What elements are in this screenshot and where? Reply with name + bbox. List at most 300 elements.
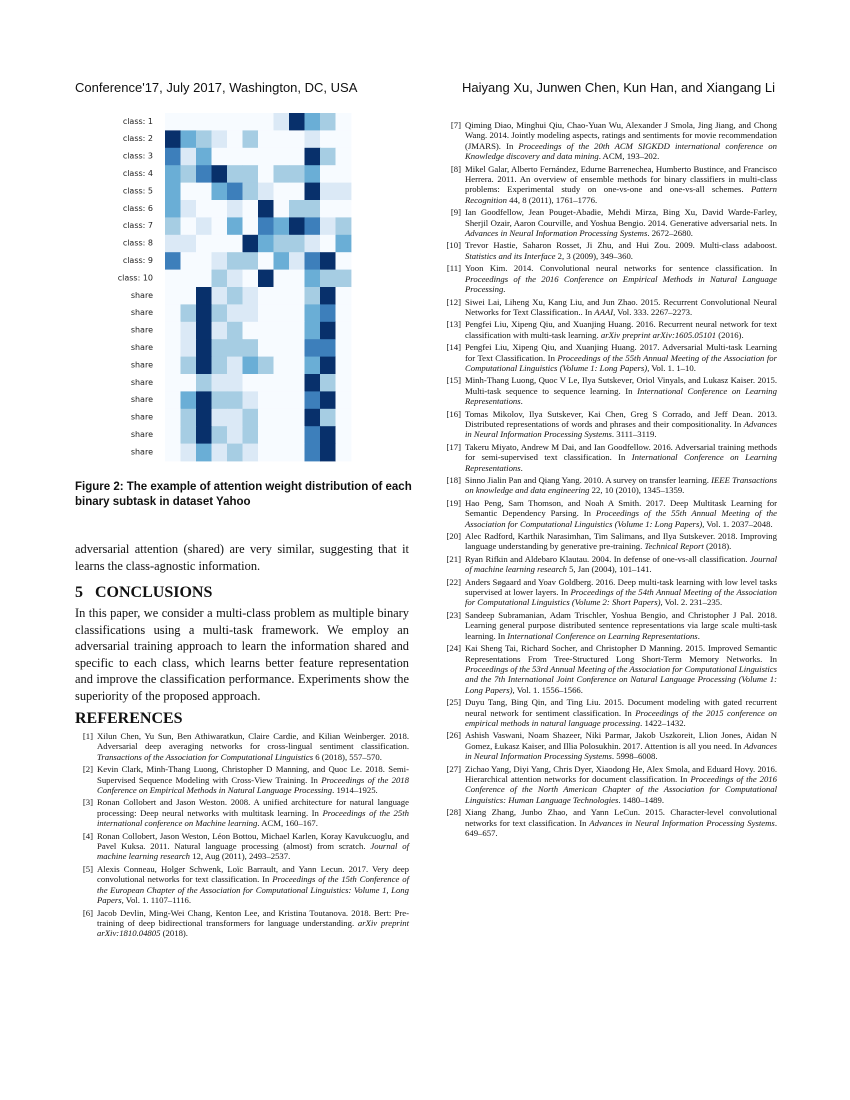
heatmap-cell xyxy=(181,235,197,253)
heatmap-cell xyxy=(274,113,290,131)
reference-venue: Advances in Neural Information Processing Systems xyxy=(589,817,775,828)
heatmap-row-label: class: 3 xyxy=(122,151,153,161)
reference-number: [15] xyxy=(446,375,461,386)
references-heading: REFERENCES xyxy=(75,710,183,727)
heatmap-cell xyxy=(289,444,305,462)
heatmap-cell xyxy=(243,270,259,288)
heatmap-cell xyxy=(243,287,259,305)
heatmap-cell xyxy=(320,374,336,392)
reference-details: (2018). xyxy=(160,928,188,939)
heatmap-cell xyxy=(196,113,212,131)
heatmap-cell xyxy=(165,322,181,340)
heatmap-cell xyxy=(274,304,290,322)
reference-text: Zichao Yang, Diyi Yang, Chris Dyer, Xiaodong He, Alex Smola, and Eduard Hovy. 2016. Hierarchical attention networks for document classification. In xyxy=(465,763,777,784)
reference-details: (2016). xyxy=(716,329,744,340)
reference-number: [1] xyxy=(82,731,93,741)
figure-caption: Figure 2: The example of attention weight distribution of each binary subtask in dataset Yahoo xyxy=(75,481,412,508)
reference-venue: Proceedings of the 53rd Annual Meeting of the Association for Computational Linguistics and the 7th International Joint Conference on Natural Language Processing (Volume 1: Long Papers) xyxy=(465,663,778,695)
heatmap-cell xyxy=(320,426,336,444)
heatmap-cell xyxy=(336,130,352,148)
heatmap-cell xyxy=(212,217,228,235)
heatmap-row-label: class: 9 xyxy=(122,255,153,265)
heatmap-cell xyxy=(212,339,228,357)
intro-paragraph: adversarial attention (shared) are very similar, suggesting that it learns the class-agnostic information. xyxy=(75,542,409,573)
heatmap-cell xyxy=(243,252,259,270)
heatmap-cell xyxy=(320,304,336,322)
heatmap-cell xyxy=(274,217,290,235)
heatmap-cell xyxy=(289,304,305,322)
heatmap-cell xyxy=(227,391,243,409)
reference-text: Yoon Kim. 2014. Convolutional neural networks for sentence classification. In xyxy=(465,263,777,274)
reference-details: . 5998–6008. xyxy=(611,751,658,762)
heatmap-cell xyxy=(320,252,336,270)
reference-venue: Statistics and its Interface xyxy=(465,250,556,261)
heatmap-cell xyxy=(289,113,305,131)
reference-venue: Technical Report xyxy=(644,541,704,552)
reference-venue: International Conference on Learning Representations xyxy=(507,630,698,641)
heatmap-cell xyxy=(320,148,336,166)
heatmap-cell xyxy=(243,113,259,131)
running-header-left: Conference'17, July 2017, Washington, DC, USA xyxy=(75,80,358,95)
heatmap-cell xyxy=(320,130,336,148)
references-list-left xyxy=(75,731,409,941)
reference-number: [21] xyxy=(446,553,461,564)
heatmap-cell xyxy=(274,252,290,270)
heatmap-cell xyxy=(212,357,228,375)
reference-number: [7] xyxy=(450,120,461,130)
reference-number: [2] xyxy=(82,764,93,775)
reference-item xyxy=(75,831,409,862)
reference-details: 22, 10 (2010), 1345–1359. xyxy=(589,485,685,496)
heatmap-cell xyxy=(336,322,352,340)
heatmap-cell xyxy=(258,217,274,235)
heatmap-cell xyxy=(336,426,352,444)
heatmap-cell xyxy=(243,217,259,235)
reference-item xyxy=(443,531,777,552)
heatmap-cell xyxy=(258,252,274,270)
heatmap-cell xyxy=(227,357,243,375)
reference-venue: Proceedings of the 25th international conference on Machine learning xyxy=(97,807,409,829)
reference-venue: Pattern Recognition xyxy=(465,184,777,205)
heatmap-cell xyxy=(320,113,336,131)
heatmap-cell xyxy=(212,252,228,270)
reference-text: Hao Peng, Sam Thomson, and Noah A Smith. 2017. Deep Multitask Learning for Semantic Dependency Parsing. In xyxy=(465,497,777,519)
heatmap-cell xyxy=(227,217,243,235)
heatmap-cell xyxy=(320,287,336,305)
heatmap-cell xyxy=(289,200,305,218)
heatmap-cell xyxy=(274,148,290,166)
reference-text: Siwei Lai, Liheng Xu, Kang Liu, and Jun Zhao. 2015. Recurrent Convolutional Neural Networks for Text Classification.. In xyxy=(465,296,777,317)
heatmap-cell xyxy=(196,444,212,462)
heatmap-cell xyxy=(336,339,352,357)
heatmap-cell xyxy=(196,391,212,409)
references-list-right xyxy=(443,120,777,840)
reference-number: [3] xyxy=(82,797,93,808)
heatmap-cell xyxy=(243,409,259,427)
heatmap-cell xyxy=(305,183,321,201)
heatmap-cell xyxy=(305,130,321,148)
heatmap-cell xyxy=(258,200,274,218)
heatmap-cell xyxy=(336,374,352,392)
heatmap-cell xyxy=(258,304,274,322)
heatmap-cell xyxy=(165,252,181,270)
reference-text: Sandeep Subramanian, Adam Trischler, Yoshua Bengio, and Christopher J Pal. 2018. Learning general purpose distributed sentence representations via large scale multi-task learning. In xyxy=(465,609,777,641)
heatmap-cell xyxy=(258,183,274,201)
heatmap-cell xyxy=(165,444,181,462)
heatmap-cell xyxy=(258,409,274,427)
heatmap-cell xyxy=(196,270,212,288)
heatmap-cell xyxy=(258,322,274,340)
reference-item xyxy=(443,164,777,206)
heatmap-cell xyxy=(289,391,305,409)
heatmap-cell xyxy=(289,357,305,375)
heatmap-cell xyxy=(196,183,212,201)
heatmap-cell xyxy=(196,304,212,322)
heatmap-cell xyxy=(227,113,243,131)
heatmap-cell xyxy=(243,322,259,340)
heatmap-cell xyxy=(227,322,243,340)
heatmap-cell xyxy=(336,165,352,183)
reference-number: [28] xyxy=(446,807,461,818)
heatmap-cell xyxy=(289,322,305,340)
heatmap-cell xyxy=(227,200,243,218)
heatmap-cell xyxy=(212,391,228,409)
heatmap-cell xyxy=(165,183,181,201)
heatmap-row-label: class: 6 xyxy=(122,203,153,213)
heatmap-row-label: share xyxy=(130,325,153,335)
heatmap-cell xyxy=(289,183,305,201)
heatmap-cell xyxy=(212,444,228,462)
heatmap-row-label: share xyxy=(130,429,153,439)
heatmap-cell xyxy=(227,339,243,357)
heatmap-cell xyxy=(258,444,274,462)
heatmap-cell xyxy=(289,252,305,270)
heatmap-cell xyxy=(336,357,352,375)
reference-details: , Vol. 1. 2037–2048. xyxy=(702,518,773,529)
heatmap-cell xyxy=(181,113,197,131)
heatmap-cell xyxy=(181,183,197,201)
heatmap-cell xyxy=(196,252,212,270)
reference-item xyxy=(443,730,777,761)
heatmap-row-label: share xyxy=(130,360,153,370)
heatmap-cell xyxy=(305,426,321,444)
heatmap-row-label: class: 2 xyxy=(122,134,153,144)
heatmap-cell xyxy=(243,374,259,392)
heatmap-cell xyxy=(196,322,212,340)
heatmap-cell xyxy=(305,287,321,305)
heatmap-cell xyxy=(336,304,352,322)
reference-item xyxy=(443,342,777,373)
reference-item xyxy=(443,120,777,162)
heatmap-cell xyxy=(320,409,336,427)
reference-number: [17] xyxy=(446,441,461,452)
reference-text: Xilun Chen, Yu Sun, Ben Athiwaratkun, Claire Cardie, and Kilian Weinberger. 2018. Adversarial deep averaging networks for cross-lingual sentiment classification. xyxy=(97,731,409,752)
heatmap-cell xyxy=(243,339,259,357)
reference-item xyxy=(443,375,777,406)
running-header-right: Haiyang Xu, Junwen Chen, Kun Han, and Xiangang Li xyxy=(462,80,775,95)
heatmap-cell xyxy=(212,322,228,340)
reference-details: . xyxy=(520,462,523,473)
reference-item xyxy=(443,807,777,838)
heatmap-cell xyxy=(305,391,321,409)
reference-details: . ACM, 193–202. xyxy=(598,151,660,162)
reference-venue: International Conference on Learning Representations xyxy=(465,385,777,407)
heatmap-cell xyxy=(196,130,212,148)
heatmap-cell xyxy=(320,270,336,288)
reference-text: Kevin Clark, Minh-Thang Luong, Christopher D Manning, and Quoc Le. 2018. Semi-Supervised Sequence Modeling with Cross-View Training. In xyxy=(97,764,409,785)
heatmap-cell xyxy=(274,183,290,201)
reference-number: [25] xyxy=(446,697,461,708)
heatmap-cell xyxy=(320,391,336,409)
heatmap-cell xyxy=(181,374,197,392)
heatmap-cell xyxy=(258,165,274,183)
heatmap-cell xyxy=(274,444,290,462)
heatmap-cell xyxy=(196,426,212,444)
reference-item xyxy=(75,908,409,939)
heatmap-row-label: share xyxy=(130,377,153,387)
heatmap-cell xyxy=(227,130,243,148)
heatmap-row-label: class: 4 xyxy=(122,168,153,178)
conclusions-paragraph: In this paper, we consider a multi-class problem as multiple binary classifications using a multi-task framework. We employ an adversarial training approach to learn the information shared and specific to each class, which learns better feature representation and improve the classification performance. Experiments show the superiority of the proposed approach. xyxy=(75,606,409,703)
heatmap-cell xyxy=(181,339,197,357)
heatmap-cell xyxy=(165,200,181,218)
reference-venue: Proceedings of the 54th Annual Meeting of the Association for Computational Linguistics (Volume 2: Short Papers) xyxy=(465,587,777,608)
heatmap-cell xyxy=(258,426,274,444)
heatmap-cell xyxy=(258,374,274,392)
heatmap-cell xyxy=(227,426,243,444)
heatmap-cell xyxy=(212,270,228,288)
reference-text: Mikel Galar, Alberto Fernández, Edurne Barrenechea, Humberto Bustince, and Francisco Herrera. 2011. An overview of ensemble methods for binary classifiers in multi-class problems: Experimental study on one-vs-one and one-vs-all schemes. xyxy=(465,163,777,195)
heatmap-cell xyxy=(243,235,259,253)
reference-item xyxy=(443,240,777,261)
reference-text: Pengfei Liu, Xipeng Qiu, and Xuanjing Huang. 2017. Adversarial Multi-task Learning for Text Classification. In xyxy=(465,342,777,363)
heatmap-cell xyxy=(274,200,290,218)
reference-venue: Proceedings of the 2015 conference on empirical methods in natural language processing xyxy=(465,707,777,728)
heatmap-cell xyxy=(305,200,321,218)
reference-venue: Journal of machine learning research xyxy=(97,841,409,862)
reference-details: . 1914–1925. xyxy=(332,785,378,796)
reference-text: Xiang Zhang, Junbo Zhao, and Yann LeCun. 2015. Character-level convolutional networks for text classification. In xyxy=(465,807,777,828)
reference-text: Jacob Devlin, Ming-Wei Chang, Kenton Lee, and Kristina Toutanova. 2018. Bert: Pre-training of deep bidirectional transformers for language understanding. xyxy=(97,907,409,928)
reference-item xyxy=(443,409,777,440)
reference-number: [9] xyxy=(450,207,461,218)
heatmap-cell xyxy=(227,270,243,288)
heatmap-cell xyxy=(305,444,321,462)
reference-item xyxy=(443,319,777,340)
reference-text: Ashish Vaswani, Noam Shazeer, Niki Parmar, Jakob Uszkoreit, Llion Jones, Aidan N Gomez, Łukasz Kaiser, and Illia Polosukhin. 2017. Attention is all you need. In xyxy=(465,730,777,751)
heatmap-cell xyxy=(196,217,212,235)
reference-venue: International Conference on Learning Representations xyxy=(465,452,777,473)
heatmap-cell xyxy=(274,165,290,183)
heatmap-row-label: share xyxy=(130,308,153,318)
heatmap-cell xyxy=(258,235,274,253)
reference-details: , Vol. 1. 1556–1566. xyxy=(512,684,583,695)
reference-details: , Vol. 2. 231–235. xyxy=(660,597,723,608)
heatmap-row-label: share xyxy=(130,290,153,300)
heatmap-cell xyxy=(243,183,259,201)
heatmap-cell xyxy=(165,217,181,235)
heatmap-cell xyxy=(181,217,197,235)
heatmap-cell xyxy=(212,287,228,305)
heatmap-cell xyxy=(181,304,197,322)
reference-item xyxy=(75,864,409,906)
heatmap-cell xyxy=(243,200,259,218)
heatmap-cell xyxy=(227,374,243,392)
reference-text: Ronan Collobert and Jason Weston. 2008. A unified architecture for natural language processing: Deep neural networks with multitask learning. In xyxy=(97,797,409,818)
heatmap-cell xyxy=(212,374,228,392)
heatmap-cell xyxy=(274,374,290,392)
heatmap-cell xyxy=(212,113,228,131)
reference-details: . 1480–1489. xyxy=(618,794,665,805)
reference-details: . ACM, 160–167. xyxy=(257,818,318,829)
heatmap-cell xyxy=(274,287,290,305)
heatmap-cell xyxy=(258,130,274,148)
reference-venue: arXiv preprint arXiv:1810.04805 xyxy=(97,917,409,939)
heatmap-cell xyxy=(336,217,352,235)
heatmap-cell xyxy=(243,165,259,183)
reference-text: Tomas Mikolov, Ilya Sutskever, Kai Chen, Greg S Corrado, and Jeff Dean. 2013. Distributed representations of words and phrases and their compositionality. In xyxy=(465,408,777,429)
heatmap-cell xyxy=(165,287,181,305)
reference-venue: Journal of machine learning research xyxy=(465,553,777,575)
reference-details: . 649–657. xyxy=(465,817,777,838)
heatmap-cell xyxy=(196,357,212,375)
heatmap-cell xyxy=(227,409,243,427)
heatmap-cell xyxy=(212,200,228,218)
reference-number: [6] xyxy=(82,907,93,918)
heatmap-cell xyxy=(305,270,321,288)
heatmap-cell xyxy=(274,235,290,253)
reference-item xyxy=(443,498,777,529)
reference-details: (2018). xyxy=(703,541,732,552)
heatmap-cell xyxy=(305,235,321,253)
heatmap-cell xyxy=(227,148,243,166)
heatmap-cell xyxy=(212,304,228,322)
reference-number: [22] xyxy=(446,576,461,587)
heatmap-cell xyxy=(227,235,243,253)
reference-details: 5, Jan (2004), 101–141. xyxy=(566,564,652,575)
reference-number: [26] xyxy=(446,730,461,741)
heatmap-cell xyxy=(181,391,197,409)
heatmap-cell xyxy=(181,357,197,375)
heatmap-cell xyxy=(336,391,352,409)
heatmap-cell xyxy=(181,270,197,288)
reference-details: . xyxy=(697,630,700,641)
reference-item xyxy=(443,697,777,728)
heatmap-cell xyxy=(305,339,321,357)
heatmap-cell xyxy=(165,339,181,357)
heatmap-cell xyxy=(320,165,336,183)
reference-text: Duyu Tang, Bing Qin, and Ting Liu. 2015. Document modeling with gated recurrent neural network for sentiment classification. In xyxy=(465,697,777,718)
heatmap-cell xyxy=(196,235,212,253)
heatmap-cell xyxy=(305,322,321,340)
heatmap-cell xyxy=(305,113,321,131)
reference-number: [13] xyxy=(446,319,461,330)
heatmap-cell xyxy=(227,304,243,322)
heatmap-cell xyxy=(258,339,274,357)
reference-venue: Proceedings of the 20th ACM SIGKDD international conference on Knowledge discovery and data mining xyxy=(465,140,777,162)
heatmap-cell xyxy=(336,444,352,462)
heatmap-cell xyxy=(227,183,243,201)
heatmap-cell xyxy=(181,444,197,462)
reference-text: Anders Søgaard and Yoav Goldberg. 2016. Deep multi-task learning with low level tasks supervised at lower layers. In xyxy=(465,576,777,598)
heatmap-cell xyxy=(243,357,259,375)
heatmap-cell xyxy=(165,426,181,444)
reference-venue: Proceedings of the 55th Annual Meeting of the Association for Computational Linguistics (Volume 1: Long Papers) xyxy=(465,508,777,529)
heatmap-cell xyxy=(181,287,197,305)
reference-item xyxy=(75,764,409,795)
reference-details: , Vol. 1. 1–10. xyxy=(647,362,696,373)
reference-text: Alec Radford, Karthik Narasimhan, Tim Salimans, and Ilya Sutskever. 2018. Improving language understanding by generative pre-training. xyxy=(465,531,777,552)
heatmap-cell xyxy=(289,217,305,235)
reference-details: 12, Aug (2011), 2493–2537. xyxy=(189,851,291,862)
heatmap-row-label: class: 1 xyxy=(122,116,153,126)
heatmap-cell xyxy=(227,444,243,462)
heatmap-cell xyxy=(196,409,212,427)
heatmap-cell xyxy=(274,391,290,409)
heatmap-cell xyxy=(212,235,228,253)
reference-text: Ronan Collobert, Jason Weston, Léon Bottou, Michael Karlen, Koray Kavukcuoglu, and Pavel Kuksa. 2011. Natural language processing (almost) from scratch. xyxy=(97,830,409,852)
heatmap-row-label: class: 8 xyxy=(122,238,153,248)
heatmap-cell xyxy=(196,165,212,183)
heatmap-cell xyxy=(196,374,212,392)
heatmap-cell xyxy=(258,148,274,166)
heatmap-cell xyxy=(165,304,181,322)
heatmap-cell xyxy=(181,130,197,148)
reference-item xyxy=(443,297,777,318)
heatmap-cell xyxy=(243,444,259,462)
heatmap-cell xyxy=(320,183,336,201)
reference-venue: IEEE Transactions on knowledge and data engineering xyxy=(465,475,777,496)
heatmap-cell xyxy=(320,444,336,462)
heatmap-cell xyxy=(320,217,336,235)
heatmap-cell xyxy=(258,270,274,288)
reference-venue: Advances in Neural Information Processing Systems xyxy=(465,740,777,762)
heatmap-row-label: class: 7 xyxy=(122,221,153,231)
heatmap-cell xyxy=(212,409,228,427)
reference-number: [20] xyxy=(446,531,461,542)
heatmap-cell xyxy=(181,200,197,218)
heatmap-cell xyxy=(305,148,321,166)
reference-details: , Vol. 1. 1107–1116. xyxy=(121,895,192,906)
reference-details: . xyxy=(503,284,506,295)
reference-item xyxy=(443,554,777,575)
reference-text: Minh-Thang Luong, Quoc V Le, Ilya Sutskever, Oriol Vinyals, and Lukasz Kaiser. 2015. Multi-task sequence to sequence learning. In xyxy=(465,375,777,396)
reference-number: [27] xyxy=(446,763,461,774)
reference-number: [8] xyxy=(450,163,461,174)
heatmap-cell xyxy=(320,339,336,357)
reference-text: Ryan Rifkin and Aldebaro Klautau. 2004. In defense of one-vs-all classification. xyxy=(465,553,750,564)
heatmap-cell xyxy=(289,374,305,392)
heatmap-cell xyxy=(305,252,321,270)
reference-number: [11] xyxy=(446,263,461,274)
heatmap-cell xyxy=(305,304,321,322)
heatmap-cell xyxy=(243,426,259,444)
heatmap-cell xyxy=(243,391,259,409)
heatmap-cell xyxy=(165,391,181,409)
heatmap-cell xyxy=(243,130,259,148)
heatmap-cell xyxy=(258,287,274,305)
reference-item xyxy=(443,610,777,641)
reference-details: . 3111–3119. xyxy=(611,429,657,440)
heatmap-cell xyxy=(305,165,321,183)
reference-text: Kai Sheng Tai, Richard Socher, and Christopher D Manning. 2015. Improved Semantic Representations From Tree-Structured Long Short-Term Memory Networks. In xyxy=(465,643,777,664)
reference-item xyxy=(443,207,777,238)
reference-item xyxy=(443,442,777,473)
reference-venue: Advances in Neural Information Processing Systems xyxy=(465,228,648,239)
heatmap-cell xyxy=(320,357,336,375)
heatmap-cell xyxy=(336,409,352,427)
reference-venue: AAAI xyxy=(594,306,614,317)
